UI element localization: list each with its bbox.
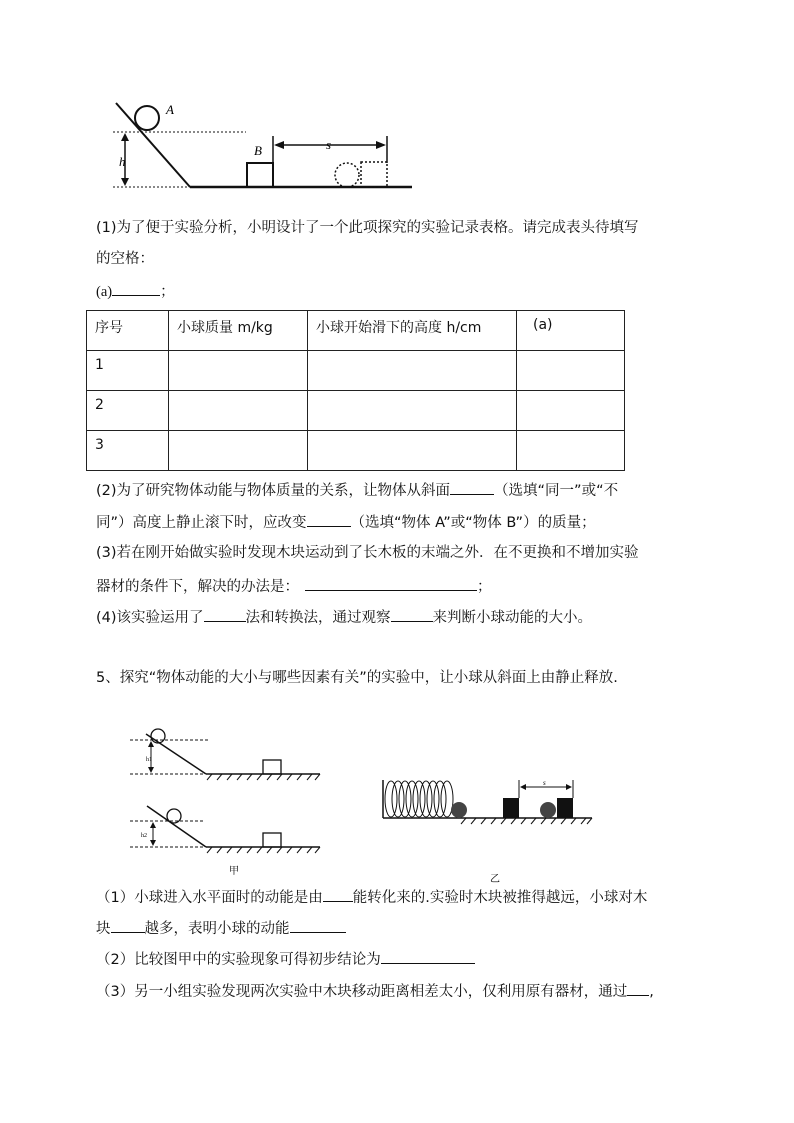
row-2-a[interactable] <box>517 391 625 431</box>
p5q1-blank-3[interactable] <box>290 916 346 933</box>
table-row <box>87 351 625 391</box>
p5q1-line-1 <box>96 885 647 909</box>
q3-blank[interactable] <box>305 574 477 591</box>
p5q1-line-2-a: 块 <box>96 921 111 937</box>
jia-label-h1: h1 <box>146 757 152 763</box>
header-mass: 小球质量 m/kg <box>169 311 308 351</box>
label-yi: 乙 <box>490 874 500 885</box>
label-b: B <box>254 143 262 158</box>
table-header-row <box>87 311 625 351</box>
problem-5-intro: 5、探究“物体动能的大小与哪些因素有关”的实验中，让小球从斜面上由静止释放. <box>96 670 618 686</box>
figure-1-ramp-diagram <box>0 0 794 200</box>
jia-upper-block <box>263 760 281 774</box>
yi-s-arrow-head-right <box>566 784 572 790</box>
label-h: h <box>119 154 126 169</box>
label-s: s <box>326 137 332 152</box>
header-a: (a) <box>517 311 625 351</box>
q1-line-2: 的空格： <box>96 251 154 267</box>
q3-line-1: (3)若在刚开始做实验时发现木块运动到了长木板的末端之外．在不更换和不增加实验 <box>96 545 639 561</box>
q4-blank-1[interactable] <box>204 605 246 622</box>
yi-label-s: s <box>543 779 546 787</box>
q3-line-2 <box>96 574 492 598</box>
jia-label-h2: h2 <box>141 833 147 839</box>
header-height: 小球开始滑下的高度 h/cm <box>308 311 517 351</box>
q2-blank-2[interactable] <box>307 510 351 527</box>
yi-ball-end <box>540 802 556 818</box>
ball-a <box>135 106 159 130</box>
ball-final-dotted <box>335 163 359 187</box>
s-arrow-head-left <box>274 141 284 149</box>
p5q3-text: （3）另一小组实验发现两次实验中木块移动距离相差太小，仅利用原有器材，通过 <box>96 984 628 1000</box>
yi-spring <box>385 781 453 817</box>
header-index: 序号 <box>87 311 169 351</box>
label-a: A <box>166 102 174 117</box>
row-3-index: 3 <box>87 431 169 471</box>
h-arrow-head-up <box>121 133 129 141</box>
q2-line-1-b: （选填“同一”或“不 <box>494 483 619 499</box>
jia-upper-hatch <box>207 774 320 780</box>
q2-line-1 <box>96 478 618 502</box>
p5q1-line-2-b: 越多，表明小球的动能 <box>144 921 290 937</box>
table-row <box>87 431 625 471</box>
h-arrow-head-down <box>121 178 129 186</box>
row-1-mass[interactable] <box>169 351 308 391</box>
row-1-index: 1 <box>87 351 169 391</box>
jia-lower-ramp <box>147 806 206 847</box>
q2-line-2 <box>96 510 596 534</box>
label-jia: 甲 <box>229 866 239 877</box>
yi-hatch <box>461 818 592 824</box>
jia-upper-h-arrow-head-up <box>148 741 154 747</box>
q3-line-2-b: ； <box>477 579 492 595</box>
yi-ball-start <box>451 802 467 818</box>
p5q2-text: （2）比较图甲中的实验现象可得初步结论为 <box>96 952 381 968</box>
row-3-height[interactable] <box>308 431 517 471</box>
p5q3-blank[interactable] <box>627 979 649 996</box>
row-3-mass[interactable] <box>169 431 308 471</box>
ramp-line <box>116 103 190 187</box>
p5q1-blank-1[interactable] <box>323 885 353 902</box>
q4-a: (4)该实验运用了 <box>96 610 204 626</box>
jia-lower-h-arrow-head-up <box>150 822 156 828</box>
jia-lower-h-arrow-head-down <box>150 840 156 846</box>
q1-line-1: (1)为了便于实验分析，小明设计了一个此项探究的实验记录表格。请完成表头待填写 <box>96 220 639 236</box>
block-final-dotted <box>361 162 387 187</box>
q1-answer-blank[interactable] <box>112 279 160 296</box>
row-1-height[interactable] <box>308 351 517 391</box>
block-b <box>247 163 273 187</box>
q4-blank-2[interactable] <box>391 605 433 622</box>
q4-c: 来判断小球动能的大小。 <box>432 610 593 626</box>
p5q1-line-2 <box>96 916 346 940</box>
q2-line-2-a: 同”）高度上静止滚下时，应改变 <box>96 515 307 531</box>
row-2-index: 2 <box>87 391 169 431</box>
p5q2-line <box>96 947 475 971</box>
jia-upper-ball <box>151 729 165 743</box>
jia-lower-ball <box>167 809 181 823</box>
q4-b: 法和转换法，通过观察 <box>245 610 391 626</box>
row-2-height[interactable] <box>308 391 517 431</box>
p5q3-comma: , <box>649 984 654 1000</box>
q2-line-1-a: (2)为了研究物体动能与物体质量的关系，让物体从斜面 <box>96 483 451 499</box>
record-table <box>86 310 625 471</box>
q2-line-2-b: （选填“物体 A”或“物体 B”）的质量； <box>350 515 596 531</box>
yi-s-arrow-head-left <box>520 784 526 790</box>
q1-prompt <box>96 279 175 303</box>
jia-lower-block <box>263 833 281 847</box>
q2-blank-1[interactable] <box>450 478 494 495</box>
q4-line <box>96 605 592 629</box>
p5q1-line-1-b: 能转化来的.实验时木块被推得越远，小球对木 <box>352 890 648 906</box>
q1-prompt-a: (a) <box>96 284 113 300</box>
p5q1-blank-2[interactable] <box>111 916 145 933</box>
row-1-a[interactable] <box>517 351 625 391</box>
row-3-a[interactable] <box>517 431 625 471</box>
p5q1-line-1-a: （1）小球进入水平面时的动能是由 <box>96 890 323 906</box>
jia-lower-hatch <box>207 847 320 853</box>
p5q3-line <box>96 979 654 1003</box>
table-row <box>87 391 625 431</box>
yi-block-start <box>503 798 519 818</box>
p5q2-blank[interactable] <box>381 947 475 964</box>
yi-block-end <box>557 798 573 818</box>
q1-prompt-tail: ； <box>160 284 175 300</box>
row-2-mass[interactable] <box>169 391 308 431</box>
s-arrow-head-right <box>376 141 386 149</box>
jia-upper-h-arrow-head-down <box>148 767 154 773</box>
q3-line-2-a: 器材的条件下，解决的办法是： <box>96 579 299 595</box>
